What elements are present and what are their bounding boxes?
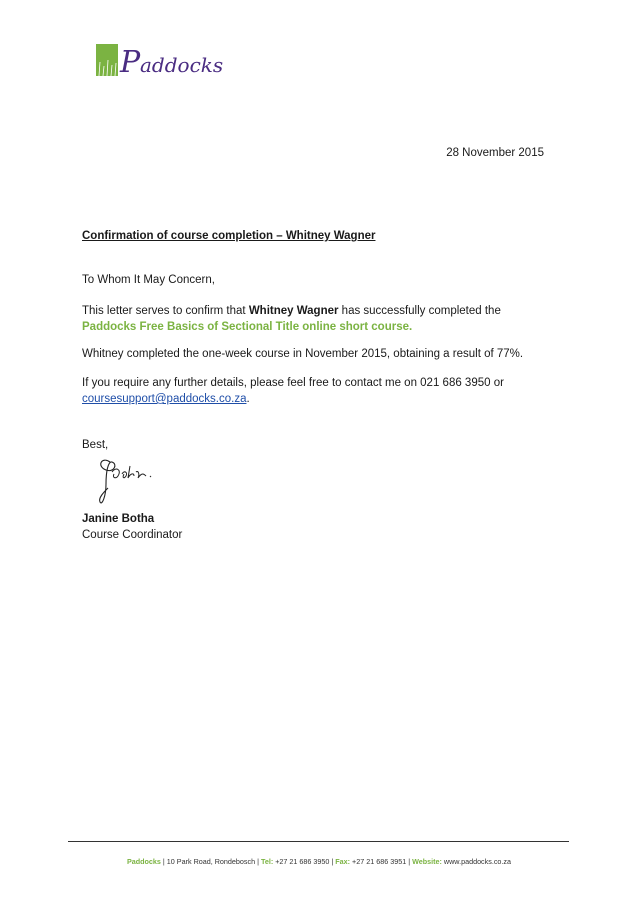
confirmation-paragraph	[82, 303, 552, 335]
letter-date: 28 November 2015	[446, 147, 544, 159]
paddocks-logo	[96, 38, 236, 82]
contact-text: If you require any further details, please feel free to contact me on 021 686 3950 or	[82, 377, 504, 389]
para1-text-a: This letter serves to confirm that	[82, 305, 249, 317]
signer-title: Course Coordinator	[82, 529, 183, 541]
student-name: Whitney Wagner	[248, 305, 339, 317]
footer	[0, 857, 638, 866]
footer-tel: +27 21 686 3950	[273, 857, 330, 866]
letter-subject: Confirmation of course completion – Whitney Wagner	[82, 230, 376, 242]
footer-company: Paddocks	[126, 857, 161, 866]
closing: Best,	[82, 439, 109, 451]
svg-text:P: P	[120, 45, 141, 80]
footer-fax: +27 21 686 3951	[350, 857, 407, 866]
contact-text-end: .	[246, 393, 250, 405]
footer-address: 10 Park Road, Rondebosch	[166, 857, 256, 866]
footer-website: www.paddocks.co.za	[441, 857, 512, 866]
footer-tel-label: Tel:	[260, 857, 274, 866]
footer-sep: |	[329, 857, 336, 866]
footer-divider	[68, 841, 569, 842]
footer-fax-label: Fax:	[335, 857, 351, 866]
svg-text:addocks: addocks	[140, 53, 224, 77]
footer-sep: |	[255, 857, 261, 866]
signer-name: Janine Botha	[82, 513, 155, 525]
handwritten-signature	[94, 452, 164, 510]
contact-paragraph	[82, 375, 552, 407]
salutation: To Whom It May Concern,	[82, 274, 215, 286]
footer-sep: |	[160, 857, 167, 866]
footer-sep: |	[406, 857, 413, 866]
course-name: Paddocks Free Basics of Sectional Title online short course.	[82, 321, 413, 333]
email-link[interactable]: coursesupport@paddocks.co.za	[82, 393, 247, 405]
result-paragraph: Whitney completed the one-week course in November 2015, obtaining a result of 77%.	[82, 348, 524, 360]
footer-website-label: Website:	[412, 857, 442, 866]
para1-text-b: has successfully completed the	[338, 305, 501, 317]
